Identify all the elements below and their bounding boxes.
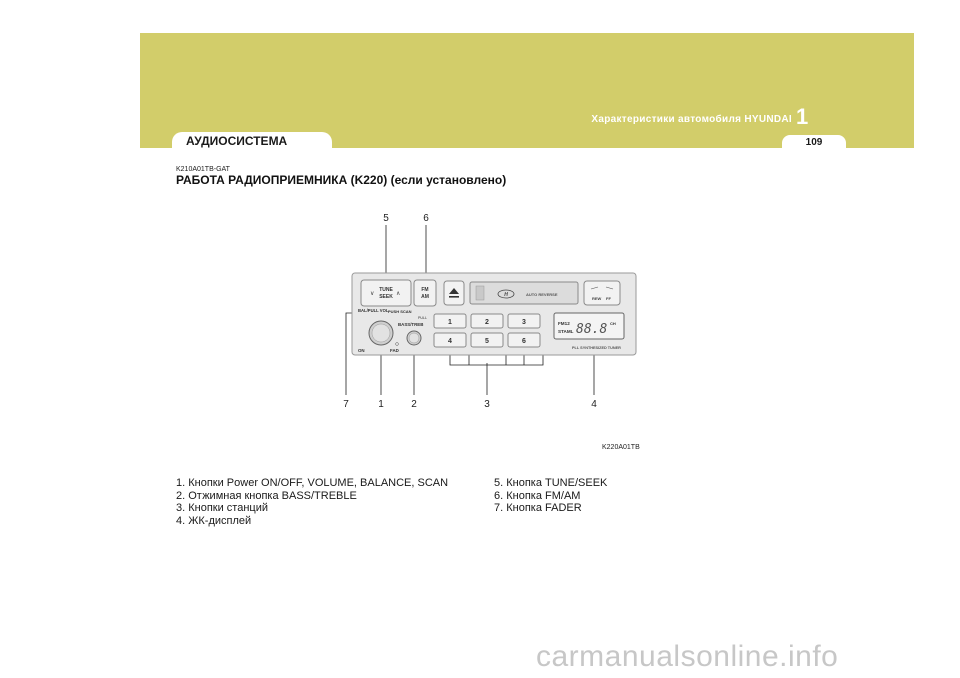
legend-item: 3. Кнопки станций <box>176 502 268 515</box>
chevron-up-icon: ∧ <box>396 291 401 297</box>
seek-label: SEEK <box>379 294 393 300</box>
preset-label-2: 2 <box>485 319 489 326</box>
rew-label: REW <box>592 296 602 301</box>
preset-label-6: 6 <box>522 338 526 345</box>
cassette-door <box>476 286 484 300</box>
volume-knob-inner <box>372 324 390 342</box>
lcd-digits: 88.8 <box>576 322 608 337</box>
legend-item: 1. Кнопки Power ON/OFF, VOLUME, BALANCE, SCAN <box>176 477 449 489</box>
preset-label-5: 5 <box>485 338 489 345</box>
fm-label: FM <box>421 287 429 293</box>
chapter-number: 1 <box>796 104 809 129</box>
chevron-down-icon: ∨ <box>370 291 375 297</box>
preset-label-3: 3 <box>522 319 526 326</box>
doc-code: K210A01TB-GAT <box>176 166 230 173</box>
eject-icon-bar <box>449 296 459 298</box>
callout-7: 7 <box>343 399 349 410</box>
radio-figure <box>330 205 650 420</box>
legend-left <box>176 477 448 527</box>
fm-am-button[interactable] <box>414 280 436 306</box>
on-label: ON <box>358 348 365 353</box>
bass-treb-label: BASS/TREB <box>398 322 424 327</box>
top-margin <box>0 0 960 33</box>
section-title: АУДИОСИСТЕМА <box>186 134 288 148</box>
bass-treble-knob-inner <box>409 333 419 343</box>
ff-label: FF <box>606 296 611 301</box>
callout-4: 4 <box>591 399 597 410</box>
pll-label: PLL SYNTHESIZED TUNER <box>572 346 621 350</box>
watermark: carmanualsonline.info <box>536 640 839 673</box>
figure-code: K220A01TB <box>602 444 640 451</box>
preset-label-4: 4 <box>448 338 452 345</box>
bal-vol-label: BAL/PULL VOL <box>358 308 389 313</box>
pull-label: PULL <box>418 316 427 320</box>
fad-label: FAD <box>390 348 399 353</box>
page-tab <box>782 135 846 150</box>
callout-5: 5 <box>383 213 389 224</box>
push-scan-label: PUSH SCAN <box>388 309 412 314</box>
hyundai-logo-letter: H <box>504 292 508 298</box>
callout-3: 3 <box>484 399 490 410</box>
lcd-ch-label: CH <box>610 321 616 326</box>
legend-item: 4. ЖК-дисплей <box>176 514 252 527</box>
doc-title: РАБОТА РАДИОПРИЕМНИКА (K220) (если установлено) <box>176 173 507 187</box>
am-label: AM <box>421 294 429 300</box>
page-number: 109 <box>805 137 823 148</box>
section-tab <box>172 132 332 150</box>
cassette-slot <box>470 282 578 304</box>
lcd-st-label: STAML <box>558 329 574 334</box>
legend-right <box>494 477 607 515</box>
preset-label-1: 1 <box>448 319 452 326</box>
rew-ff-button[interactable] <box>584 281 620 305</box>
callout-6: 6 <box>423 213 429 224</box>
auto-reverse-label: AUTO REVERSE <box>526 292 558 297</box>
lcd-fm-label: FM12 <box>558 321 570 326</box>
legend-item: 6. Кнопка FM/AM <box>494 489 581 502</box>
callout-1: 1 <box>378 399 384 410</box>
legend-item: 2. Отжимная кнопка BASS/TREBLE <box>176 489 357 502</box>
callout-2: 2 <box>411 399 417 410</box>
chapter-title: Характеристики автомобиля HYUNDAI <box>591 114 792 125</box>
legend-item: 7. Кнопка FADER <box>494 502 582 515</box>
tune-seek-button[interactable] <box>361 280 411 306</box>
tune-label: TUNE <box>379 287 393 293</box>
legend-item: 5. Кнопка TUNE/SEEK <box>494 477 608 489</box>
